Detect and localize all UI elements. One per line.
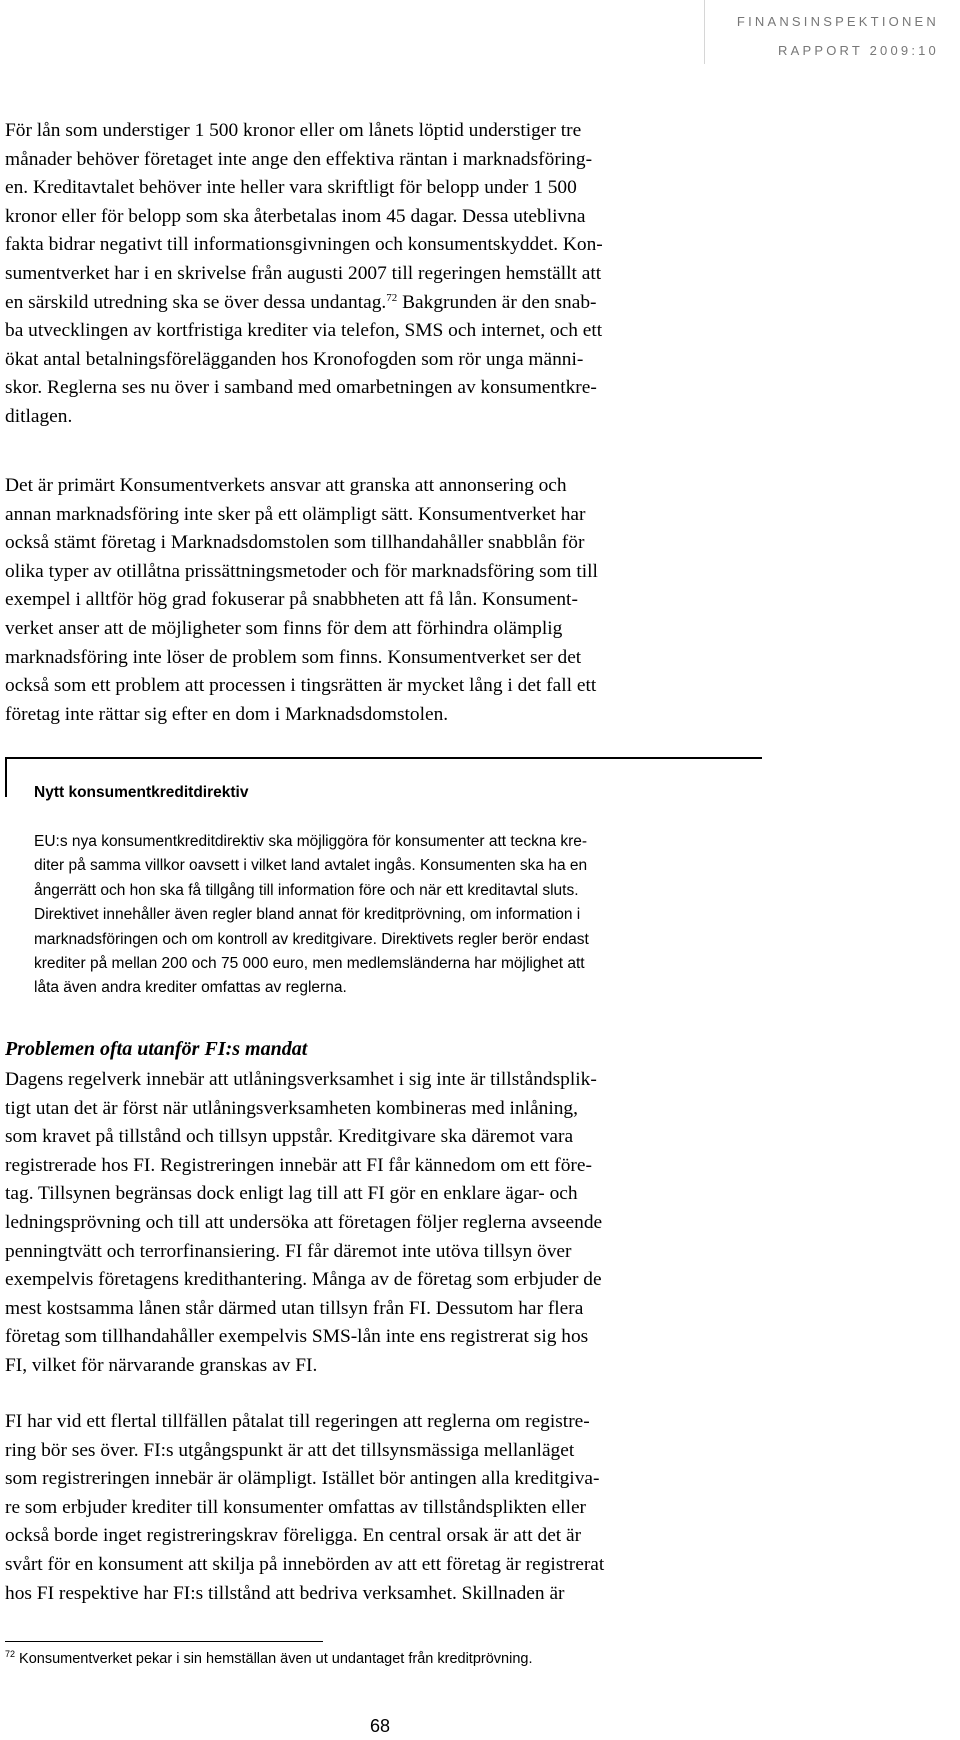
text-line: ditlagen. [5, 405, 73, 427]
paragraph-2 [5, 472, 757, 729]
text-line: diter på samma villkor oavsett i vilket land avtalet ingås. Konsumenten ska ha en [34, 857, 588, 875]
footnote-reference[interactable]: 72 [386, 291, 398, 304]
paragraph-4 [5, 1408, 757, 1608]
footnote-separator [5, 1641, 323, 1642]
text-segment: en särskild utredning ska se över dessa undantag. [5, 291, 387, 313]
text-line: som kravet på tillstånd och tillsyn uppstår. Kreditgivare ska däremot vara [5, 1126, 574, 1148]
text-line: skor. Reglerna ses nu över i samband med omarbetningen av konsumentkre- [5, 377, 597, 399]
text-line: ångerrätt och hon ska få tillgång till information före och när ett kreditavtal sluts. [34, 881, 579, 899]
report-header [704, 0, 960, 64]
text-line: kronor eller för belopp som ska återbetalas inom 45 dagar. Dessa uteblivna [5, 205, 586, 227]
header-report-number: RAPPORT 2009:10 [778, 43, 939, 58]
text-line: ring bör ses över. FI:s utgångspunkt är att det tillsynsmässiga mellanläget [5, 1439, 575, 1461]
text-line: Direktivet innehåller även regler bland annat för kreditprövning, om information i [34, 906, 581, 924]
text-line: Det är primärt Konsumentverkets ansvar att granska att annonsering och [5, 475, 567, 496]
text-line: krediter på mellan 200 och 75 000 euro, men medlemsländerna har möjlighet att [34, 955, 585, 973]
text-line: marknadsföringen och om kontroll av kreditgivare. Direktivets regler berör endast [34, 930, 589, 948]
text-line: hos FI respektive har FI:s tillstånd att bedriva verksamhet. Skillnaden är [5, 1582, 565, 1604]
header-organization: FINANSINSPEKTIONEN [736, 14, 939, 29]
footnote-text: Konsumentverket pekar i sin hemställan även ut undantaget från kreditprövning. [15, 1651, 533, 1667]
text-line: exempel i alltför hög grad fokuserar på snabbheten att få lån. Konsument- [5, 589, 578, 611]
text-line: ökat antal betalningsförelägganden hos Kronofogden som rör unga männi- [5, 348, 584, 370]
footnote [5, 1651, 532, 1667]
text-line: verket anser att de möjligheter som finns för dem att förhindra olämplig [5, 617, 563, 639]
fact-box-left-rule [5, 757, 7, 797]
text-line: penningtvätt och terrorfinansiering. FI får däremot inte utöva tillsyn över [5, 1240, 572, 1262]
text-line: EU:s nya konsumentkreditdirektiv ska möjliggöra för konsumenter att teckna kre- [34, 833, 588, 850]
text-line: företag som tillhandahåller exempelvis SMS-lån inte ens registrerat sig hos [5, 1326, 589, 1348]
paragraph-3 [5, 1066, 757, 1381]
text-line: svårt för en konsument att skilja på innebörden av att ett företag är registrerat [5, 1553, 605, 1575]
text-line: ba utvecklingen av kortfristiga krediter via telefon, SMS och internet, och ett [5, 320, 603, 342]
text-line: fakta bidrar negativt till informationsgivningen och konsumentskyddet. Kon- [5, 234, 603, 256]
text-line: re som erbjuder krediter till konsumenter omfattas av tillståndsplikten eller [5, 1496, 587, 1518]
text-line: låta även andra krediter omfattas av reglerna. [34, 979, 347, 997]
text-line: annan marknadsföring inte sker på ett olämpligt sätt. Konsumentverket har [5, 503, 586, 525]
text-line: också som ett problem att processen i tingsrätten är mycket lång i det fall ett [5, 675, 597, 697]
page-number: 68 [369, 1716, 391, 1736]
text-line: månader behöver företaget inte ange den effektiva räntan i marknadsföring- [5, 148, 593, 170]
text-line: olika typer av otillåtna prissättningsmetoder och för marknadsföring som till [5, 560, 598, 582]
text-line: mest kostsamma lånen står därmed utan tillsyn från FI. Dessutom har flera [5, 1297, 584, 1319]
text-line: marknadsföring inte löser de problem som finns. Konsumentverket ser det [5, 646, 582, 668]
text-line: företag inte rättar sig efter en dom i Marknadsdomstolen. [5, 703, 449, 725]
fact-box-top-rule [5, 757, 762, 759]
text-line: också borde inget registreringskrav föreligga. En central orsak är att det är [5, 1525, 582, 1547]
fact-box-text [34, 830, 589, 1001]
section-heading: Problemen ofta utanför FI:s mandat [5, 1038, 308, 1060]
text-line: För lån som understiger 1 500 kronor eller om lånets löptid understiger tre [5, 120, 582, 141]
text-segment: Bakgrunden är den snab- [397, 291, 597, 313]
text-line: en. Kreditavtalet behöver inte heller vara skriftligt för belopp under 1 500 [5, 177, 577, 199]
text-line: tigt utan det är först när utlåningsverksamheten kombineras med inlåning, [5, 1097, 578, 1119]
text-line: FI, vilket för närvarande granskas av FI. [5, 1354, 318, 1376]
text-line [5, 289, 757, 318]
text-line: som registreringen innebär är olämpligt. Istället bör antingen alla kreditgiva- [5, 1468, 600, 1490]
text-line: exempelvis företagens kredithantering. Många av de företag som erbjuder de [5, 1269, 602, 1291]
text-line: FI har vid ett flertal tillfällen påtalat till regeringen att reglerna om registre- [5, 1411, 590, 1432]
text-line: registrerade hos FI. Registreringen innebär att FI får kännedom om ett före- [5, 1154, 592, 1176]
fact-box-title: Nytt konsumentkreditdirektiv [34, 784, 249, 801]
paragraph-1 [5, 117, 757, 432]
text-line: Dagens regelverk innebär att utlåningsverksamhet i sig inte är tillståndsplik- [5, 1069, 597, 1090]
text-line: tag. Tillsynen begränsas dock enligt lag till att FI gör en enklare ägar- och [5, 1183, 578, 1205]
text-line: sumentverket har i en skrivelse från augusti 2007 till regeringen hemställt att [5, 262, 602, 284]
text-line: också stämt företag i Marknadsdomstolen som tillhandahåller snabblån för [5, 532, 585, 554]
text-line: ledningsprövning och till att undersöka att företagen följer reglerna avseende [5, 1211, 603, 1233]
footnote-number: 72 [5, 1649, 16, 1659]
